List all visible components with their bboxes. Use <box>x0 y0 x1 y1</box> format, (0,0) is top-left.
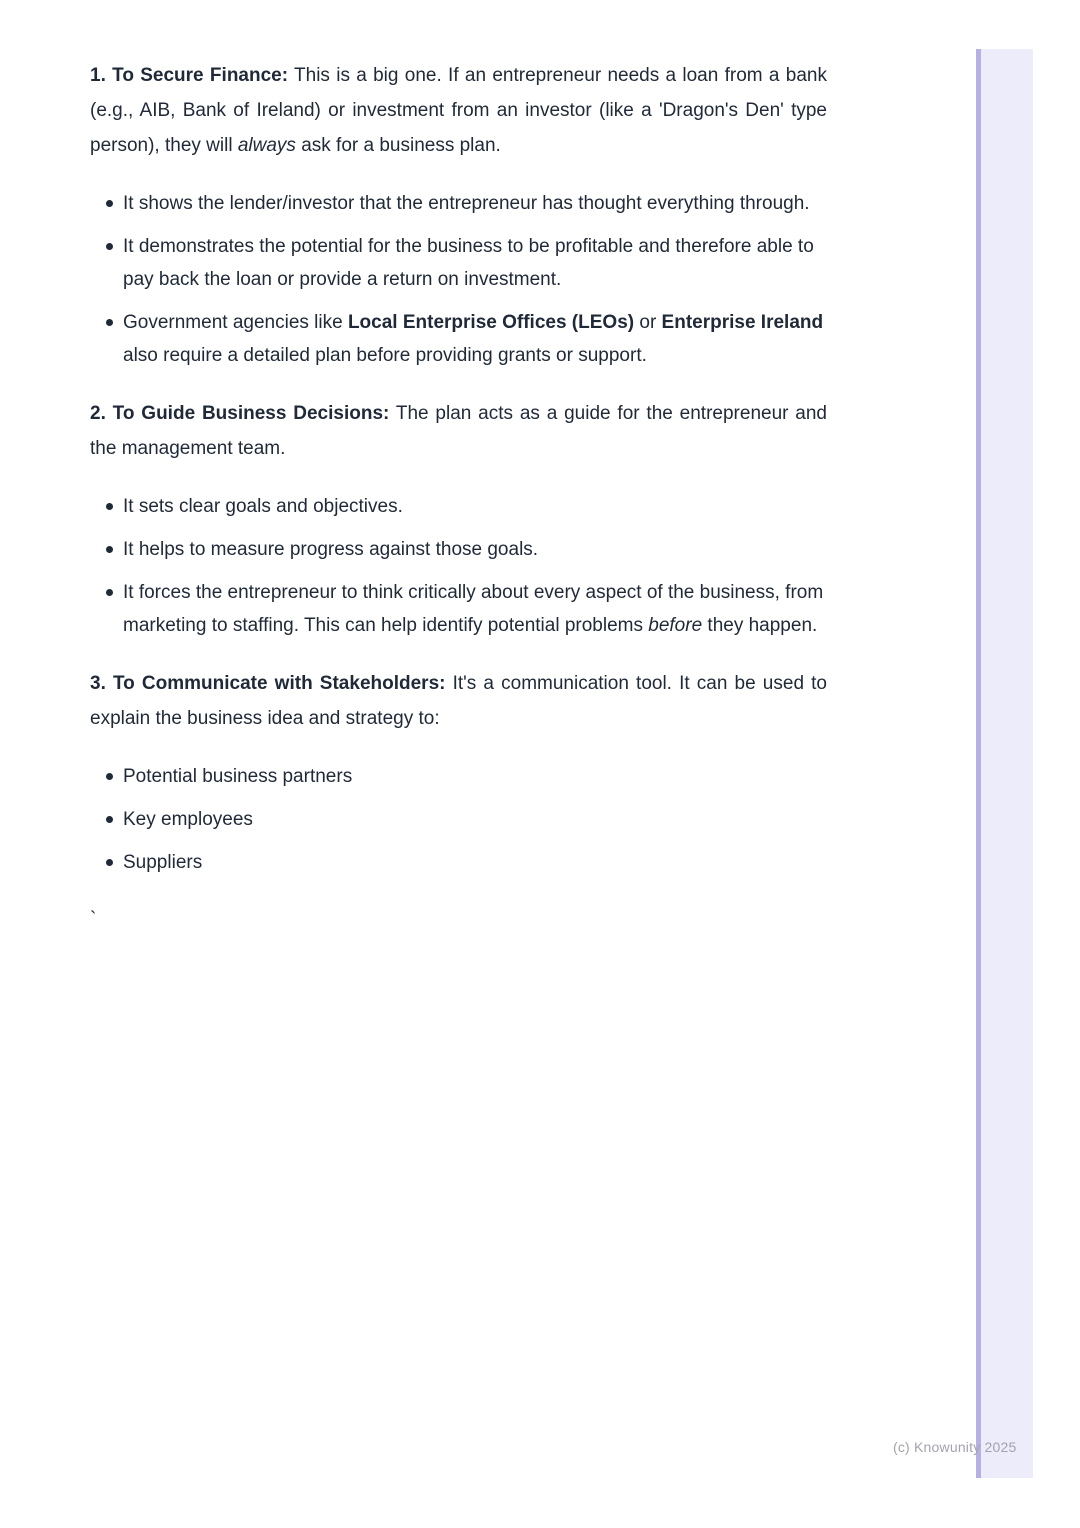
section-1-paragraph: 1. To Secure Finance: This is a big one. If an entrepreneur needs a loan from a bank (e.g., AIB, Bank of Ireland) or investment from an investor (like a 'Dragon's Den' type person), they will always ask for a business plan. <box>90 65 827 156</box>
list-item: It demonstrates the potential for the business to be profitable and therefore able to pay back the loan or provide a return on investment. <box>123 230 827 296</box>
section-3-paragraph: 3. To Communicate with Stakeholders: It's a communication tool. It can be used to explain the business idea and strategy to: <box>90 673 827 729</box>
list-item: Government agencies like Local Enterprise Offices (LEOs) or Enterprise Ireland also require a detailed plan before providing grants or support. <box>123 306 827 372</box>
list-item: Suppliers <box>123 846 827 879</box>
section-2-bullet-list <box>90 490 827 642</box>
list-item: It shows the lender/investor that the entrepreneur has thought everything through. <box>123 187 827 220</box>
list-item: Key employees <box>123 803 827 836</box>
section-2-paragraph: 2. To Guide Business Decisions: The plan acts as a guide for the entrepreneur and the management team. <box>90 403 827 459</box>
section-1-bullet-list <box>90 187 827 372</box>
list-item: It helps to measure progress against those goals. <box>123 533 827 566</box>
section-3-bullet-list <box>90 760 827 879</box>
list-item: It sets clear goals and objectives. <box>123 490 827 523</box>
list-item: It forces the entrepreneur to think critically about every aspect of the business, from marketing to staffing. This can help identify potential problems before they happen. <box>123 576 827 642</box>
page-edge-strip <box>976 49 1033 1478</box>
list-item: Potential business partners <box>123 760 827 793</box>
trailing-character: ` <box>90 909 97 930</box>
document-content <box>90 44 827 960</box>
copyright-watermark: (c) Knowunity 2025 <box>893 1439 1017 1455</box>
